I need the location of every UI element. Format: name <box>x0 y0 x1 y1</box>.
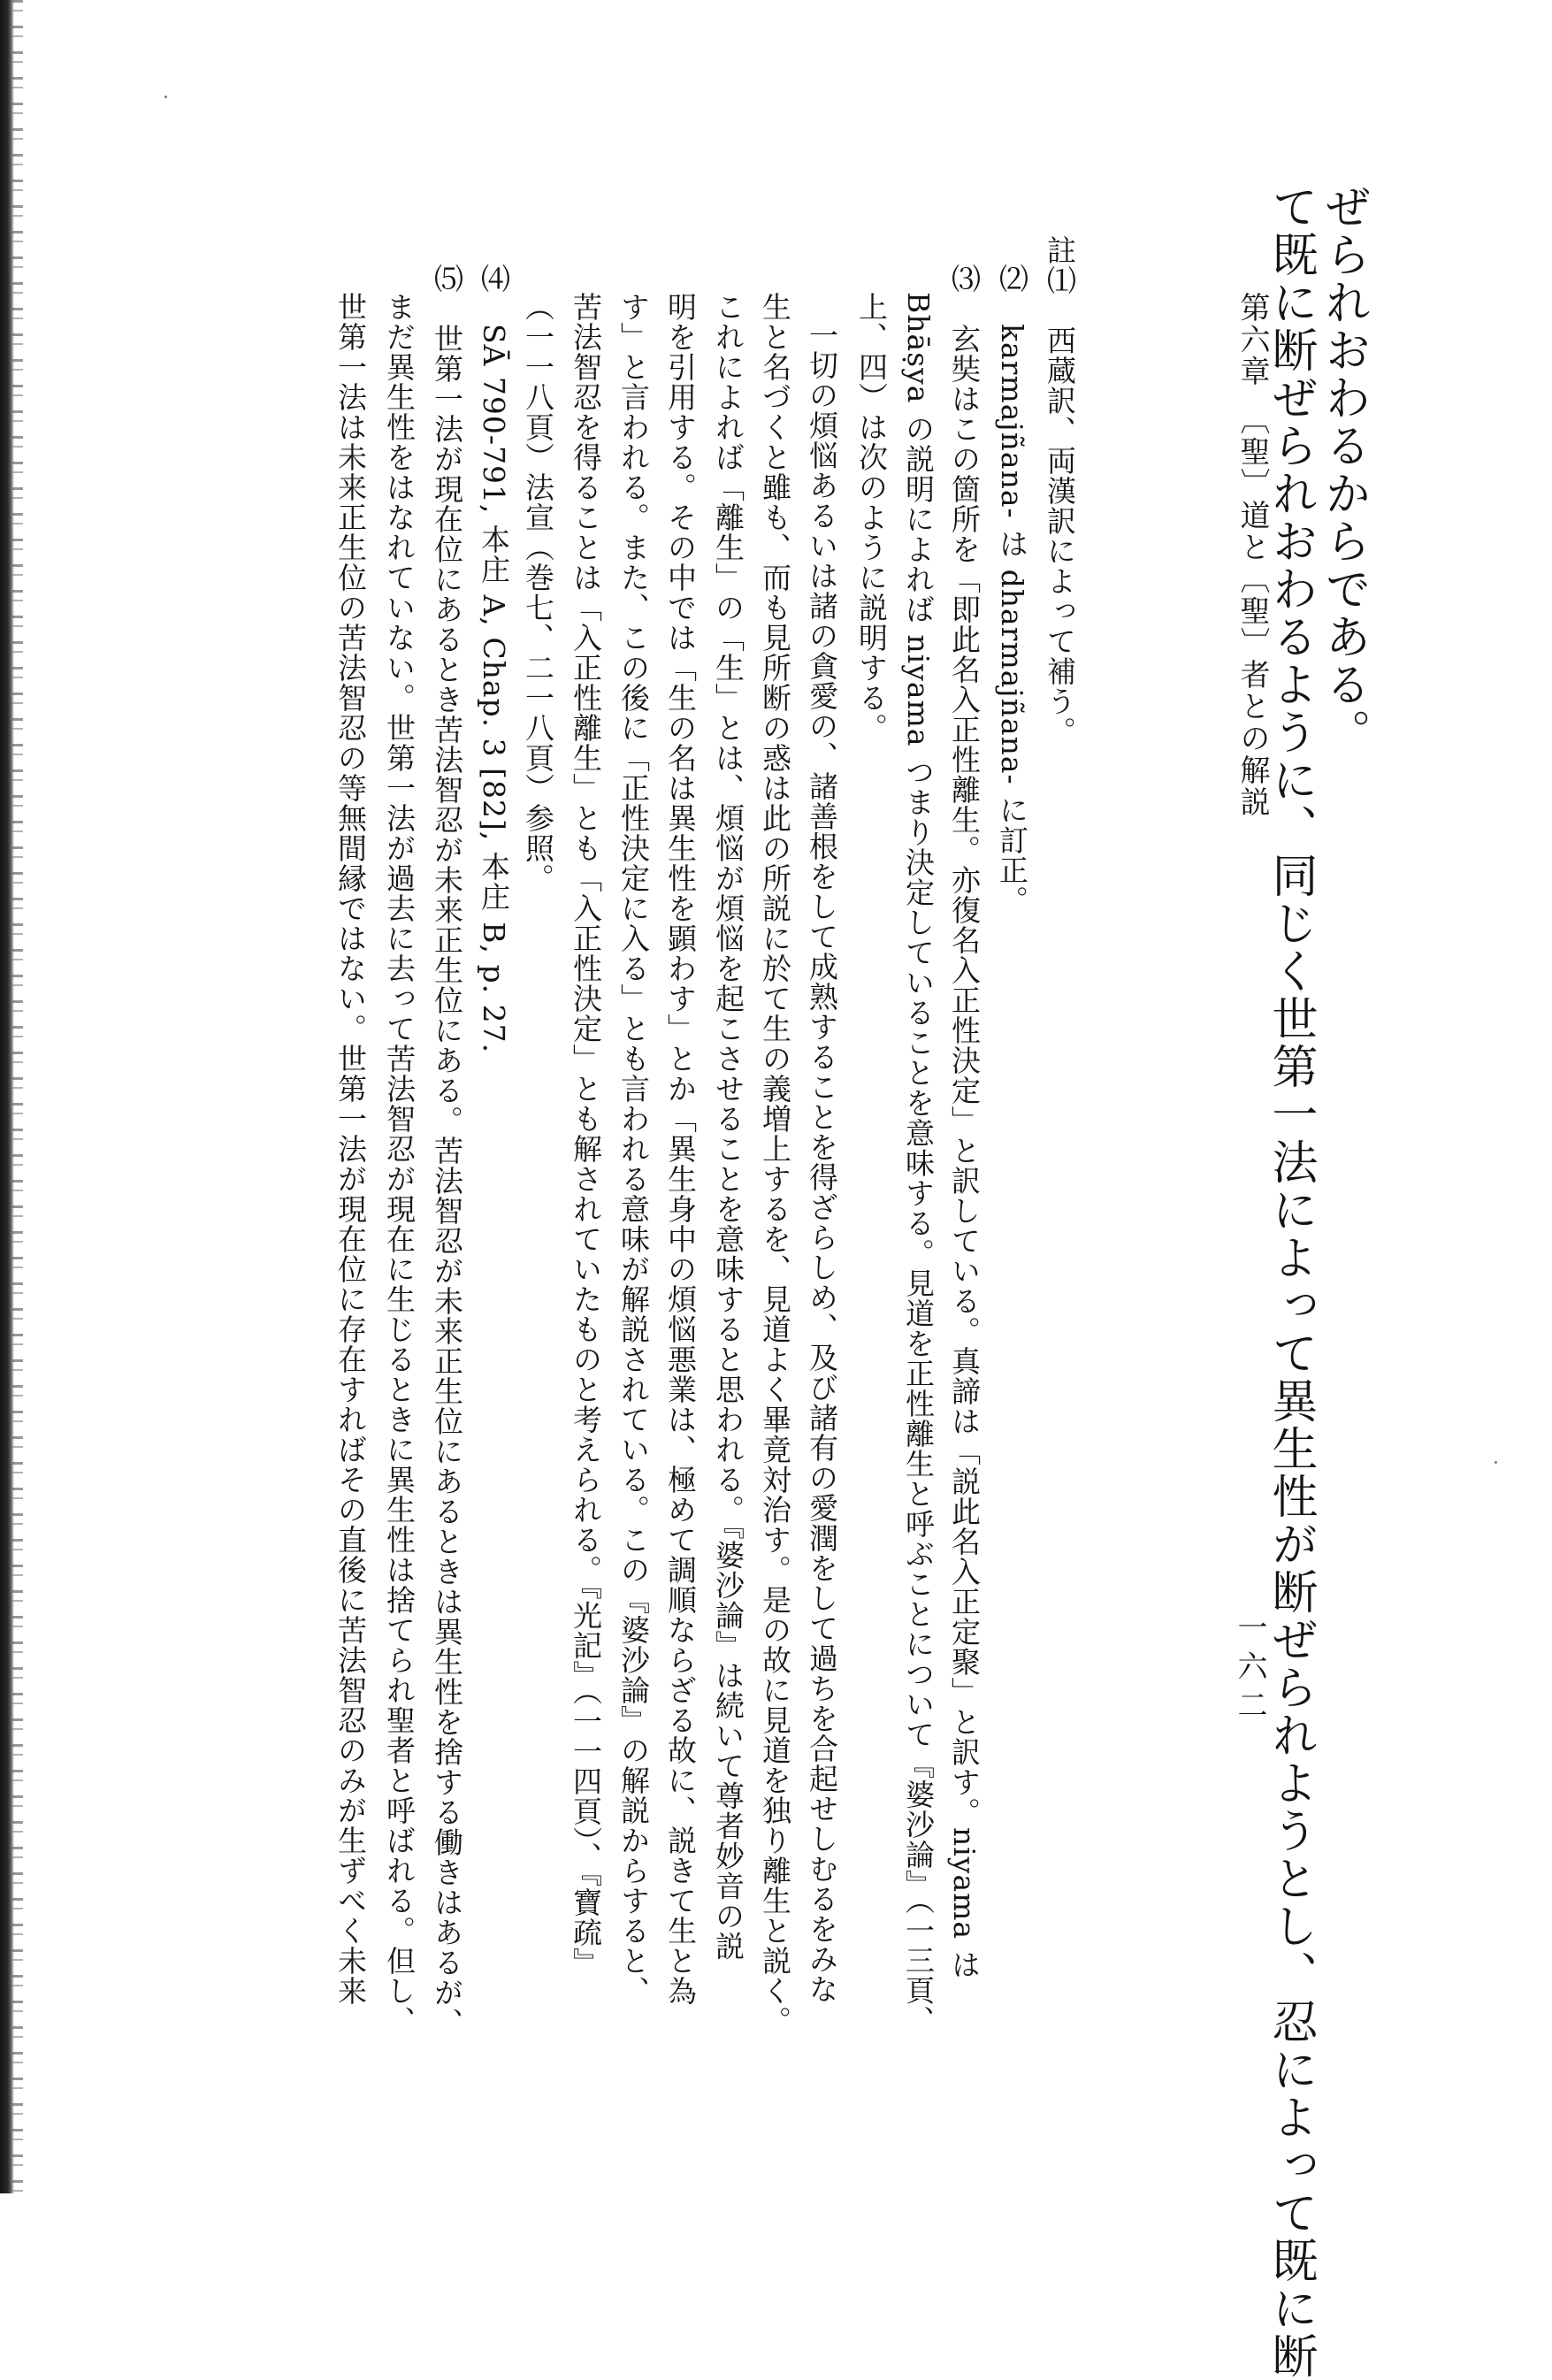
note-3-line-8: （一一八頁）法宣（巻七、二一八頁）参照。 <box>521 292 555 893</box>
note-3-line-5: 明を引用する。その中では「生の名は異生性を顕わす」とか「異生身中の煩悩悪業は、極めて調順ならざる故に、説きて生と為 <box>663 292 698 2006</box>
scan-speck <box>1495 1461 1497 1464</box>
note-3-line-4: これによれば「離生」の「生」とは、煩悩が煩悩を起こさせることを意味すると思われる。『婆沙論』は続いて尊者妙音の説 <box>711 292 745 1962</box>
scan-edge-noise <box>12 0 23 2193</box>
main-text-line-2: ぜられおわるからである。 <box>1317 183 1370 756</box>
note-3-line-3: 上、四）は次のように説明する。 <box>854 292 889 743</box>
main-text-line-1: て既に断ぜられおわるように、同じく世第一法によって異生性が断ぜられようとし、忍によって既に断 <box>1264 183 1317 2380</box>
note-5-line-2: まだ異生性をはなれていない。世第一法が過去に去って苦法智忍が現在に生じるときに異生性は捨てられ聖者と呼ばれる。但し、 <box>382 292 417 2036</box>
note-3-quote-line-1: 一切の煩悩あるいは諸の貪愛の、諸善根をして成熟することを得ざらしめ、及び諸有の愛潤をして過ちを合起せしむるをみな <box>805 320 839 2004</box>
running-head: 第六章 〔聖〕道と〔聖〕者との解説 <box>1235 292 1270 818</box>
note-3-line-2: Bhāṣya の説明によれば niyama つまり決定していることを意味する。見道を正性離生と呼ぶことについて『婆沙論』（一三頁、 <box>901 292 936 2036</box>
note-3-line-6: す」と言われる。また、この後に「正性決定に入る」とも言われる意味が解説されている。この『婆沙論』の解説からすると、 <box>616 292 651 2006</box>
note-4: ⑷ SĀ 790-791, 本庄 A, Chap. 3 [82], 本庄 B, p. 27. <box>477 264 511 1054</box>
page-number: 一六二 <box>1232 1611 1267 1728</box>
scan-speck <box>164 96 167 98</box>
note-3-line-7: 苦法智忍を得ることは「入正性離生」とも「入正性決定」とも解されていたものと考えられる。『光記』（一一四頁）、『寶疏』 <box>569 292 603 1978</box>
note-2: ⑵ karmajñana- は dharmajñana- に訂正。 <box>995 264 1029 916</box>
note-5-line-3: 世第一法は未来正生位の苦法智忍の等無間縁ではない。世第一法が現在位に存在すればその直後に苦法智忍のみが生ずべく未来 <box>333 292 368 2006</box>
note-3-quote-line-2: 生と名づくと雖も、而も見所断の惑は此の所説に於て生の義増上するを、見道よく畢竟対治す。是の故に見道を独り離生と説く。 <box>758 292 792 2036</box>
note-1: 註⑴ 西蔵訳、両漢訳によって補う。 <box>1043 235 1077 746</box>
note-5-line-1: ⑸ 世第一法が現在位にあるとき苦法智忍が未来正生位にある。苦法智忍が未来正生位にあるときは異生性を捨する働きはあるが、 <box>430 264 464 2038</box>
note-3-line-1: ⑶ 玄奘はこの箇所を「即此名入正性離生。亦復名入正性決定」と訳している。真諦は「説此名入正定聚」と訳す。niyama は <box>947 264 982 1980</box>
